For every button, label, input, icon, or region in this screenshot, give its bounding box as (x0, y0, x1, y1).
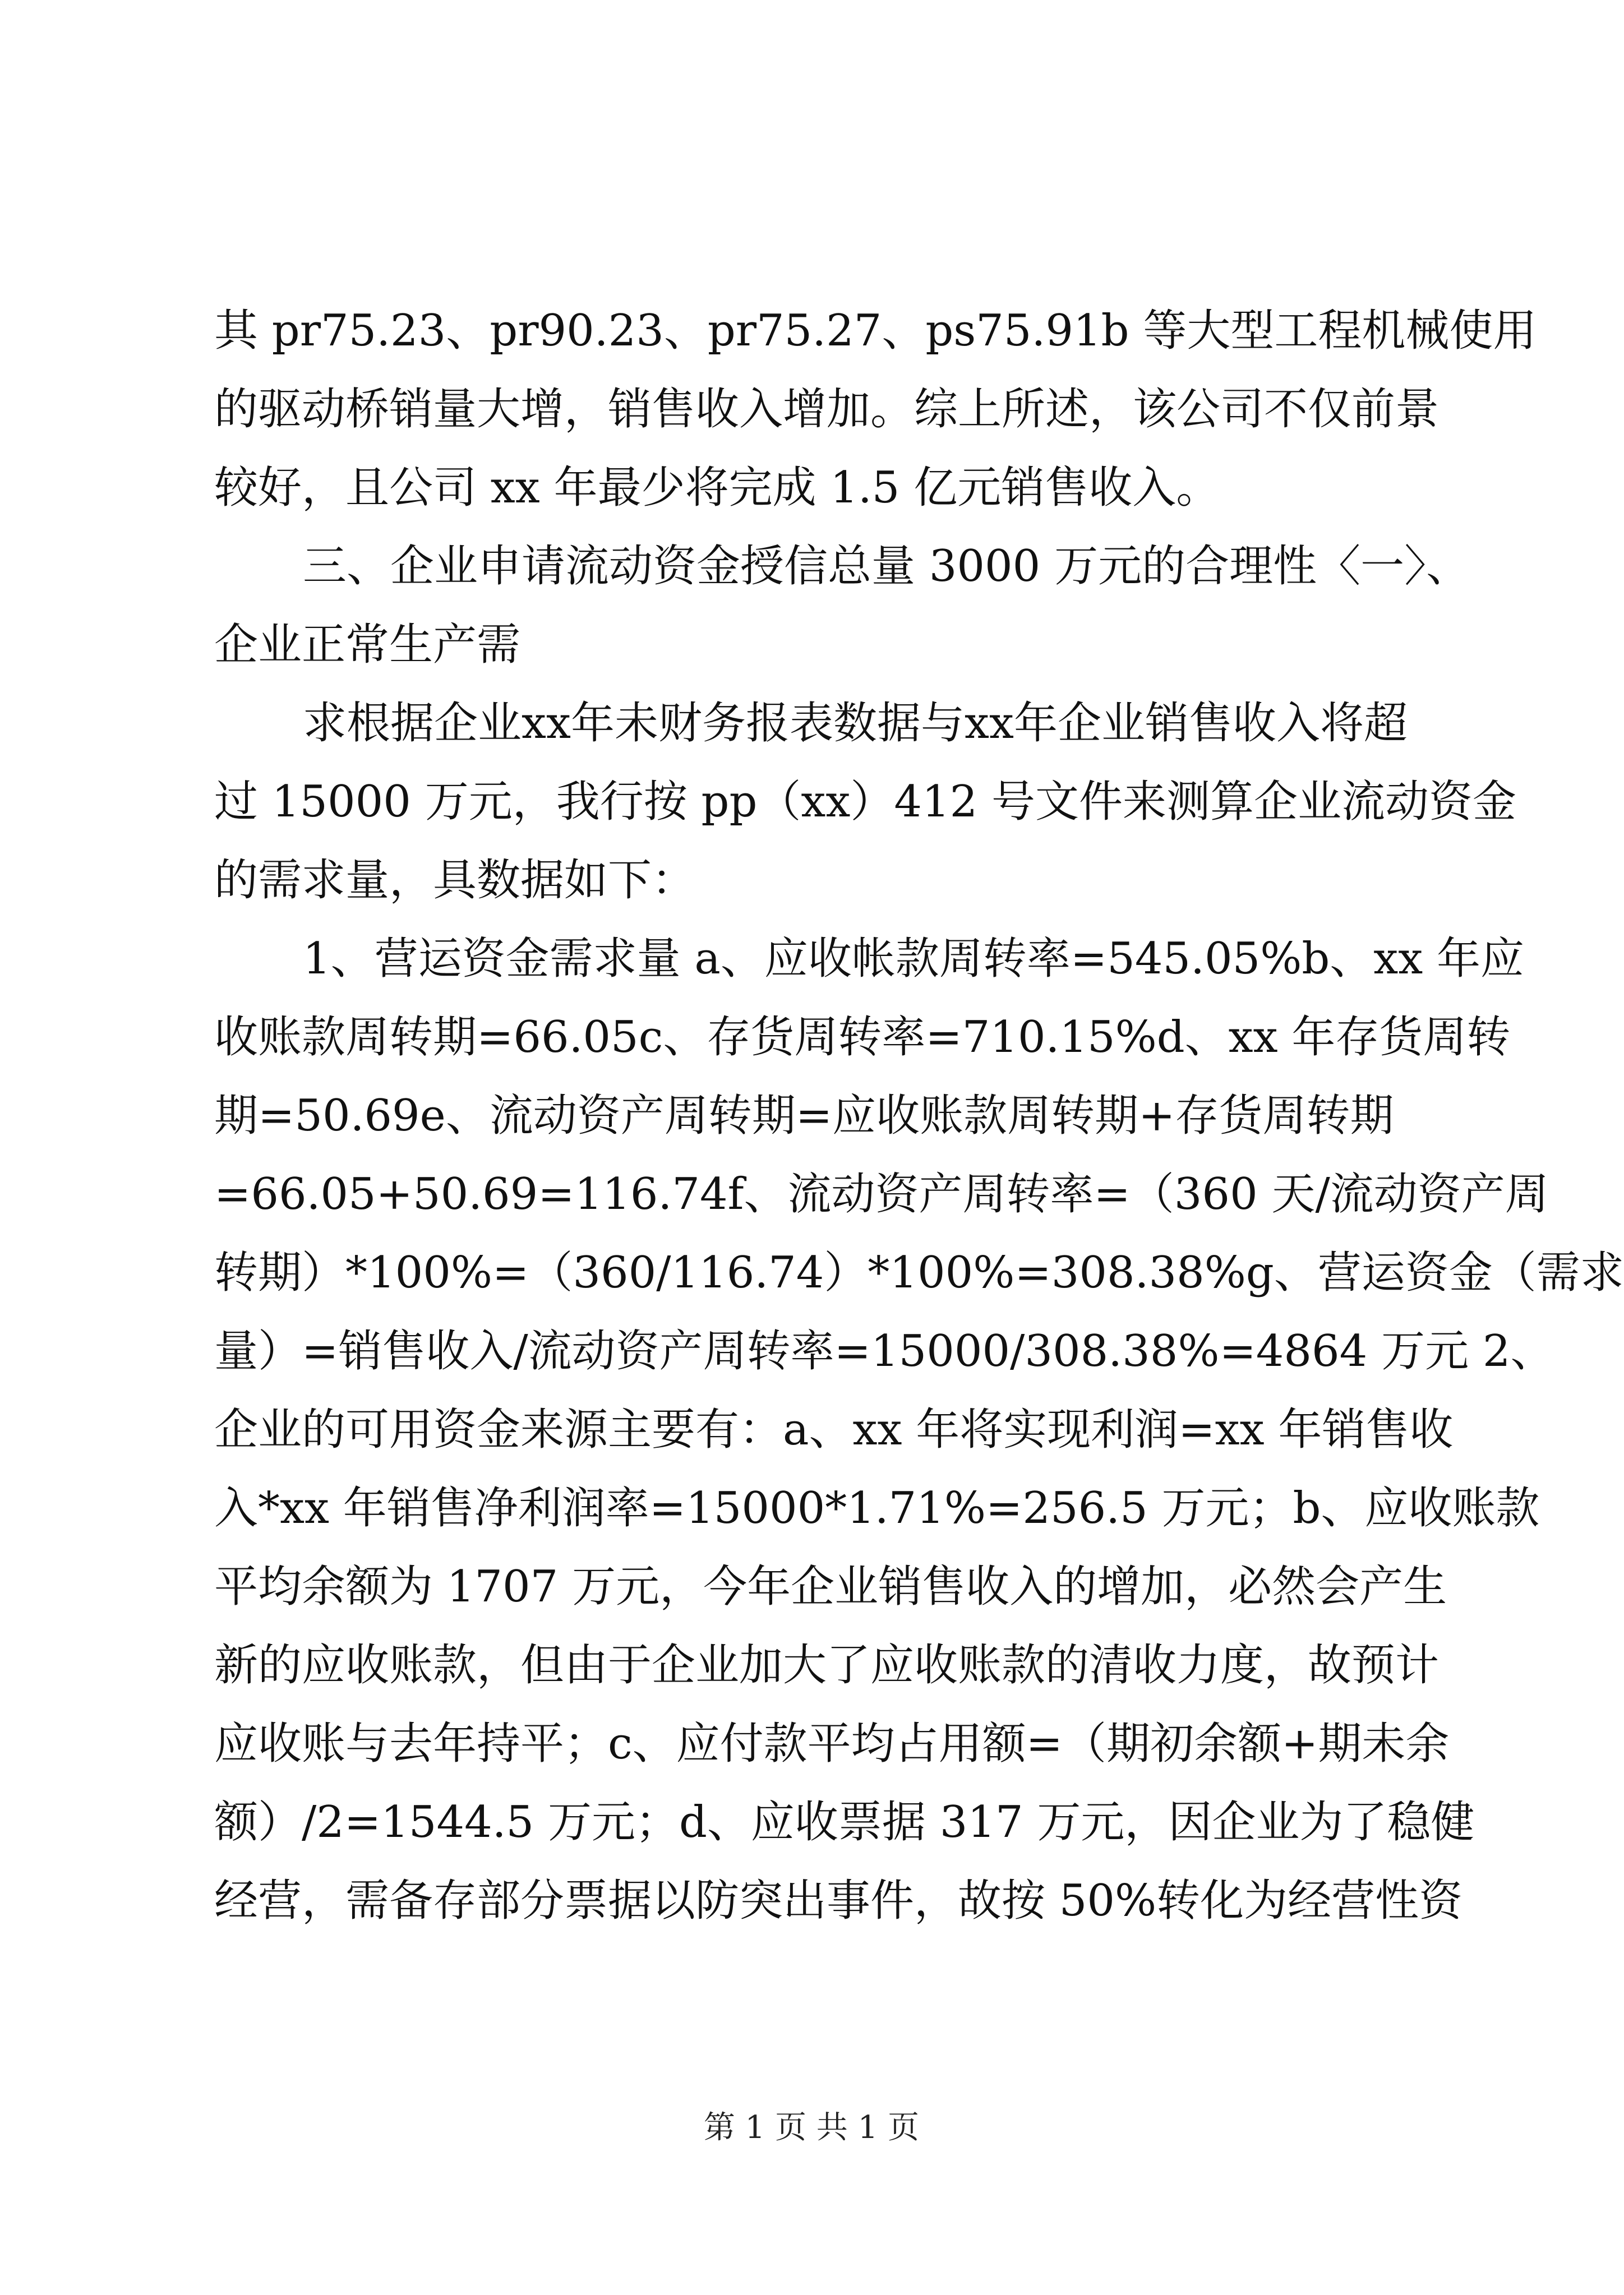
text-line-17: 平均余额为 1707 万元，今年企业销售收入的增加，必然会产生 (214, 1562, 1447, 1612)
text-line-10: 收账款周转期=66.05c、存货周转率=710.15%d、xx 年存货周转 (214, 1012, 1511, 1063)
text-line-16: 入*xx 年销售净利润率=15000*1.71%=256.5 万元；b、应收账款 (214, 1483, 1540, 1534)
text-line-21: 经营，需备存部分票据以防突出事件，故按 50%转化为经营性资 (214, 1876, 1463, 1926)
text-line-12: =66.05+50.69=116.74f、流动资产周转率=（360 天/流动资产周 (214, 1169, 1549, 1220)
text-line-6: 求根据企业xx年未财务报表数据与xx年企业销售收入将超 (303, 698, 1408, 749)
document-body (214, 292, 1624, 1940)
text-line-14: 量）=销售收入/流动资产周转率=15000/308.38%=4864 万元 2、 (214, 1326, 1554, 1377)
text-line-20: 额）/2=1544.5 万元；d、应收票据 317 万元，因企业为了稳健 (214, 1797, 1475, 1848)
text-line-18: 新的应收账款，但由于企业加大了应收账款的清收力度，故预计 (214, 1640, 1440, 1691)
text-line-2: 的驱动桥销量大增，销售收入增加。综上所述，该公司不仅前景 (214, 384, 1440, 435)
section-heading-line-2: 企业正常生产需 (214, 620, 521, 670)
text-line-1: 其 pr75.23、pr90.23、pr75.27、ps75.91b 等大型工程机械使用 (214, 306, 1537, 356)
text-line-13: 转期）*100%=（360/116.74）*100%=308.38%g、营运资金（需求 (214, 1248, 1624, 1298)
section-heading-line-1: 三、企业申请流动资金授信总量 3000 万元的合理性〈一〉、 (303, 541, 1470, 592)
text-line-9: 1、营运资金需求量 a、应收帐款周转率=545.05%b、xx 年应 (303, 934, 1525, 984)
page-footer: 第 1 页 共 1 页 (703, 2109, 920, 2146)
text-line-19: 应收账与去年持平；c、应付款平均占用额=（期初余额+期未余 (214, 1719, 1450, 1769)
text-line-15: 企业的可用资金来源主要有：a、xx 年将实现利润=xx 年销售收 (214, 1405, 1454, 1455)
text-line-3: 较好，且公司 xx 年最少将完成 1.5 亿元销售收入。 (214, 463, 1220, 513)
text-line-11: 期=50.69e、流动资产周转期=应收账款周转期+存货周转期 (214, 1091, 1394, 1141)
text-line-7: 过 15000 万元，我行按 pp（xx）412 号文件来测算企业流动资金 (214, 777, 1517, 827)
text-line-8: 的需求量，具数据如下： (214, 855, 696, 906)
